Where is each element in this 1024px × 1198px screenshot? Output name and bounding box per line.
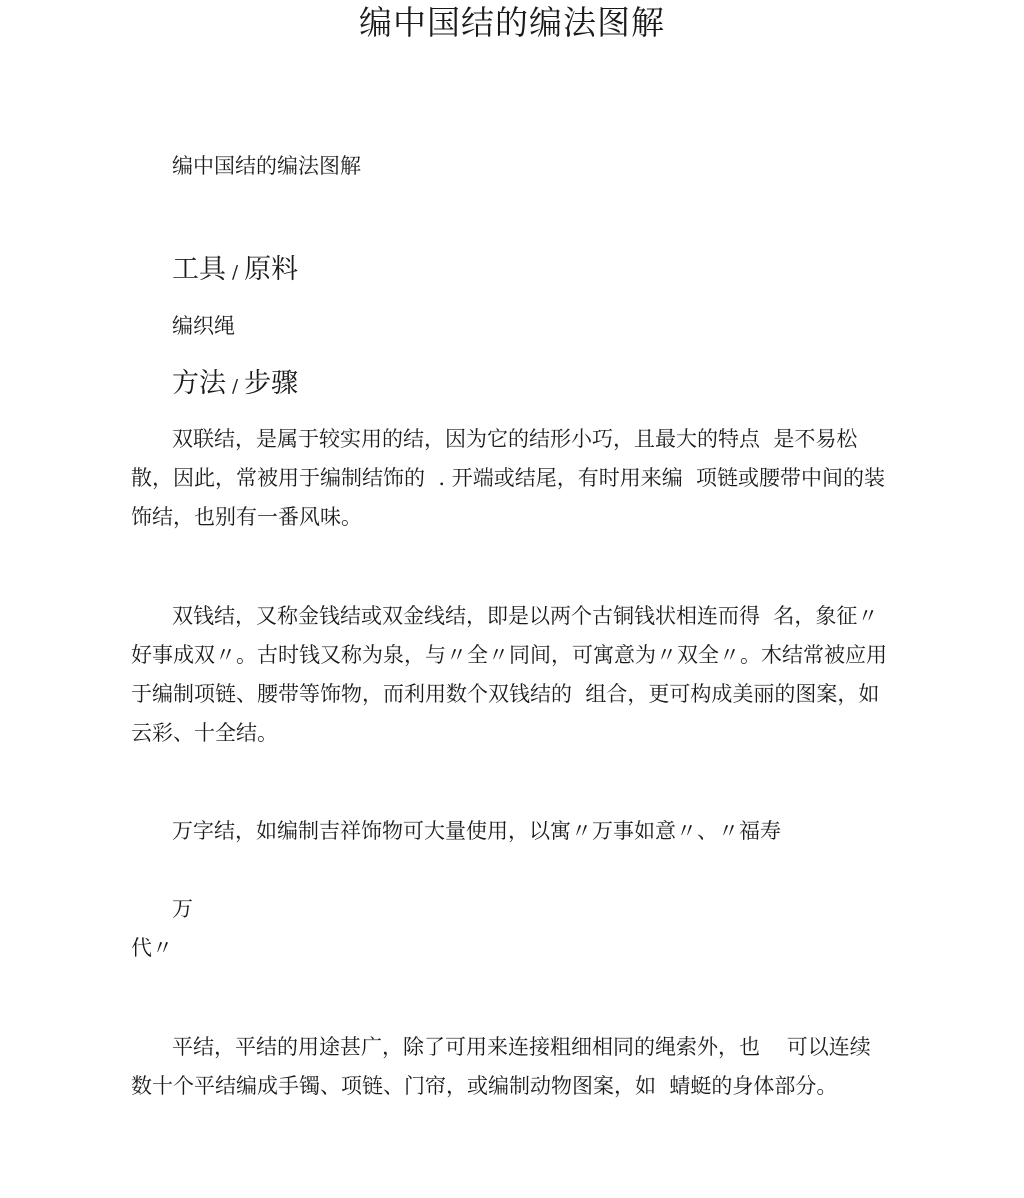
section-heading-tools <box>172 253 298 290</box>
document-title: 编中国结的编法图解 <box>359 3 665 42</box>
paragraph-swastika-knot-continued: 万 代〃 <box>131 897 193 960</box>
tools-content: 编织绳 <box>172 314 235 338</box>
materials-heading-label: 原料 <box>244 254 299 285</box>
document-subtitle: 编中国结的编法图解 <box>172 154 361 178</box>
paragraph-swastika-knot: 万字结，如编制吉祥饰物可大量使用，以寓〃万事如意〃、〃福寿 <box>172 819 781 843</box>
paragraph-double-link-knot: 双联结，是属于较实用的结，因为它的结形小巧，且最大的特点 是不易松散，因此，常被用于编制结饰的 . 开端或结尾，有时用来编 项链或腰带中间的装饰结，也别有一番风味。 <box>131 427 886 529</box>
steps-heading-label: 步骤 <box>244 368 299 399</box>
method-heading-separator: / <box>232 376 239 397</box>
method-heading-label: 方法 <box>172 368 226 399</box>
tools-heading-label: 工具 <box>172 254 226 285</box>
paragraph-flat-knot: 平结，平结的用途甚广，除了可用来连接粗细相同的绳索外，也 可以连续数十个平结编成手镯、项链、门帘，或编制动物图案，如 蜻蜓的身体部分。 <box>131 1035 871 1098</box>
tools-heading-separator: / <box>232 262 239 283</box>
paragraph-double-coin-knot: 双钱结，又称金钱结或双金线结，即是以两个古铜钱状相连而得 名，象征〃好事成双〃。古时钱又称为泉，与〃全〃同间，可寓意为〃双全〃。木结常被应用于编制项链、腰带等饰物，而利用数个双钱结的 组合，更可构成美丽的图案，如云彩、十全结。 <box>131 604 887 745</box>
section-heading-method <box>172 367 298 404</box>
